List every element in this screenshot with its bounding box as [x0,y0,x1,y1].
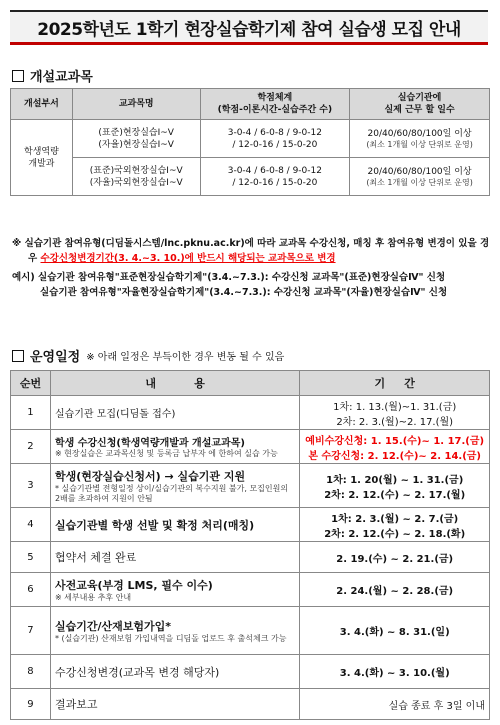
days-value: 20/40/60/80/100일 이상 [367,128,472,139]
col-header-period: 기 간 [300,371,490,396]
table-row [11,689,490,720]
col-header-no: 순번 [11,371,51,396]
row-number: 9 [11,689,51,720]
col-header-credits: 학점체계 (학점-이론시간-실습주간 수) [200,89,350,120]
days-note: (최소 1개월 이상 단위로 운영) [366,177,473,187]
checkbox-square-icon [12,70,24,82]
row-content: 협약서 체결 완료 [50,542,299,573]
table-row [11,542,490,573]
notice-highlight: 수강신청변경기간(3. 4.~3. 10.)에 반드시 해당되는 교과목으로 변경 [40,253,336,264]
col-header-course: 교과목명 [72,89,200,120]
days-note: (최소 1개월 이상 단위로 운영) [366,139,473,149]
row-content: 학생 수강신청(학생역량개발과 개설교과목) [54,438,245,449]
days-cell [350,120,490,158]
row-period: 실습 종료 후 3일 이내 [300,689,490,720]
section-heading-text: 개설교과목 [30,70,93,85]
period-red-1: 예비수강신청: 1. 15.(수)~ 1. 17.(금) [305,435,485,447]
section-heading-text: 운영일정 [30,350,81,365]
table-row [11,508,490,542]
col-header-content: 내 용 [50,371,299,396]
row-content-cell [50,607,299,655]
period-red-2: 본 수강신청: 2. 12.(수)~ 2. 14.(금) [308,450,482,462]
section-heading-courses [12,66,93,85]
days-cell [350,158,490,196]
example-line-2 [12,285,490,300]
section-heading-schedule [12,346,284,365]
table-row [11,573,490,607]
row-period: 2. 19.(수) ~ 2. 21.(금) [300,542,490,573]
row-period: 3. 4.(화) ~ 3. 10.(월) [300,655,490,689]
example-text-1: 실습기관 참여유형"표준현장실습학기제"(3.4.~7.3.): 수강신청 교과목"(표준)현장실습Ⅳ" 신청 [38,272,446,283]
row-number: 4 [11,508,51,542]
row-period: 1차: 2. 3.(월) ~ 2. 7.(금) 2차: 2. 12.(수) ~ 2. 18.(화) [300,508,490,542]
row-number: 7 [11,607,51,655]
row-content-cell [50,464,299,508]
credits-cell: 3-0-4 / 6-0-8 / 9-0-12 / 12-0-16 / 15-0-20 [200,120,350,158]
example-text-2: 실습기관 참여유형"자율현장실습학기제"(3.4.~7.3.): 수강신청 교과목"(자율)현장실습Ⅳ" 신청 [40,287,448,298]
notice-block [12,236,490,300]
notice-text: 실습기관 참여유형(디딤돌시스템/lnc.pknu.ac.kr)에 따라 교과목 수강신청, 매칭 후 참여유형 변경이 있을 경우 [24,238,490,264]
row-period: 1차: 1. 20(월) ~ 1. 31.(금) 2차: 2. 12.(수) ~ 2. 17.(월) [300,464,490,508]
row-number: 3 [11,464,51,508]
row-period-cell [300,430,490,464]
row-period: 1차: 1. 13.(월)~1. 31.(금) 2차: 2. 3.(월)~2. 17.(월) [300,396,490,430]
row-subnote: ※ 현장실습은 교과목신청 및 등록금 납부자 에 한하여 실습 가능 [54,449,278,458]
notice-bullet: ※ [12,238,22,249]
row-content-cell [50,430,299,464]
row-content: 학생(현장실습신청서) → 실습기관 지원 [54,469,246,483]
row-content: 실습기관 모집(디딤돌 접수) [50,396,299,430]
col-header-dept: 개설부서 [11,89,73,120]
row-content-cell [50,573,299,607]
col-header-days: 실습기관에 실제 근무 할 일수 [350,89,490,120]
row-period: 3. 4.(화) ~ 8. 31.(일) [300,607,490,655]
row-number: 5 [11,542,51,573]
table-row [11,655,490,689]
course-cell: (표준)국외현장실습Ⅰ~Ⅴ (자율)국외현장실습Ⅰ~Ⅴ [72,158,200,196]
table-row [11,464,490,508]
row-subnote: * 실습기관별 전형일정 상이/실습기관의 복수지원 불가, 모집인원의 2배를 초과하여 지원이 안됨 [54,483,289,503]
row-number: 6 [11,573,51,607]
days-value: 20/40/60/80/100일 이상 [367,166,472,177]
credits-cell: 3-0-4 / 6-0-8 / 9-0-12 / 12-0-16 / 15-0-20 [200,158,350,196]
row-content: 실습기관별 학생 선발 및 확정 처리(매칭) [50,508,299,542]
example-line-1 [12,270,490,285]
row-subnote: * (실습기관) 산재보험 가입내역을 디딤돌 업로드 후 출석체크 가능 [54,633,287,643]
row-subnote: ※ 세부내용 추후 안내 [54,592,132,602]
row-content: 결과보고 [50,689,299,720]
checkbox-square-icon [12,350,24,362]
row-period: 2. 24.(월) ~ 2. 28.(금) [300,573,490,607]
dept-cell: 학생역량 개발과 [11,120,73,196]
course-cell: (표준)현장실습Ⅰ~Ⅴ (자율)현장실습Ⅰ~Ⅴ [72,120,200,158]
row-number: 8 [11,655,51,689]
schedule-table [10,370,490,720]
table-row [11,430,490,464]
page-title-banner [10,10,488,45]
table-row [11,396,490,430]
example-label: 예시) [12,272,35,283]
schedule-note: ※ 아래 일정은 부득이한 경우 변동 될 수 있음 [86,352,285,363]
row-content: 실습기간/산재보험가입* [54,619,171,633]
course-table [10,88,490,196]
row-content: 사전교육(부경 LMS, 필수 이수) [54,578,213,592]
row-number: 2 [11,430,51,464]
table-row [11,607,490,655]
page-title: 2025학년도 1학기 현장실습학기제 참여 실습생 모집 안내 [37,19,461,40]
row-number: 1 [11,396,51,430]
row-content: 수강신청변경(교과목 변경 해당자) [50,655,299,689]
